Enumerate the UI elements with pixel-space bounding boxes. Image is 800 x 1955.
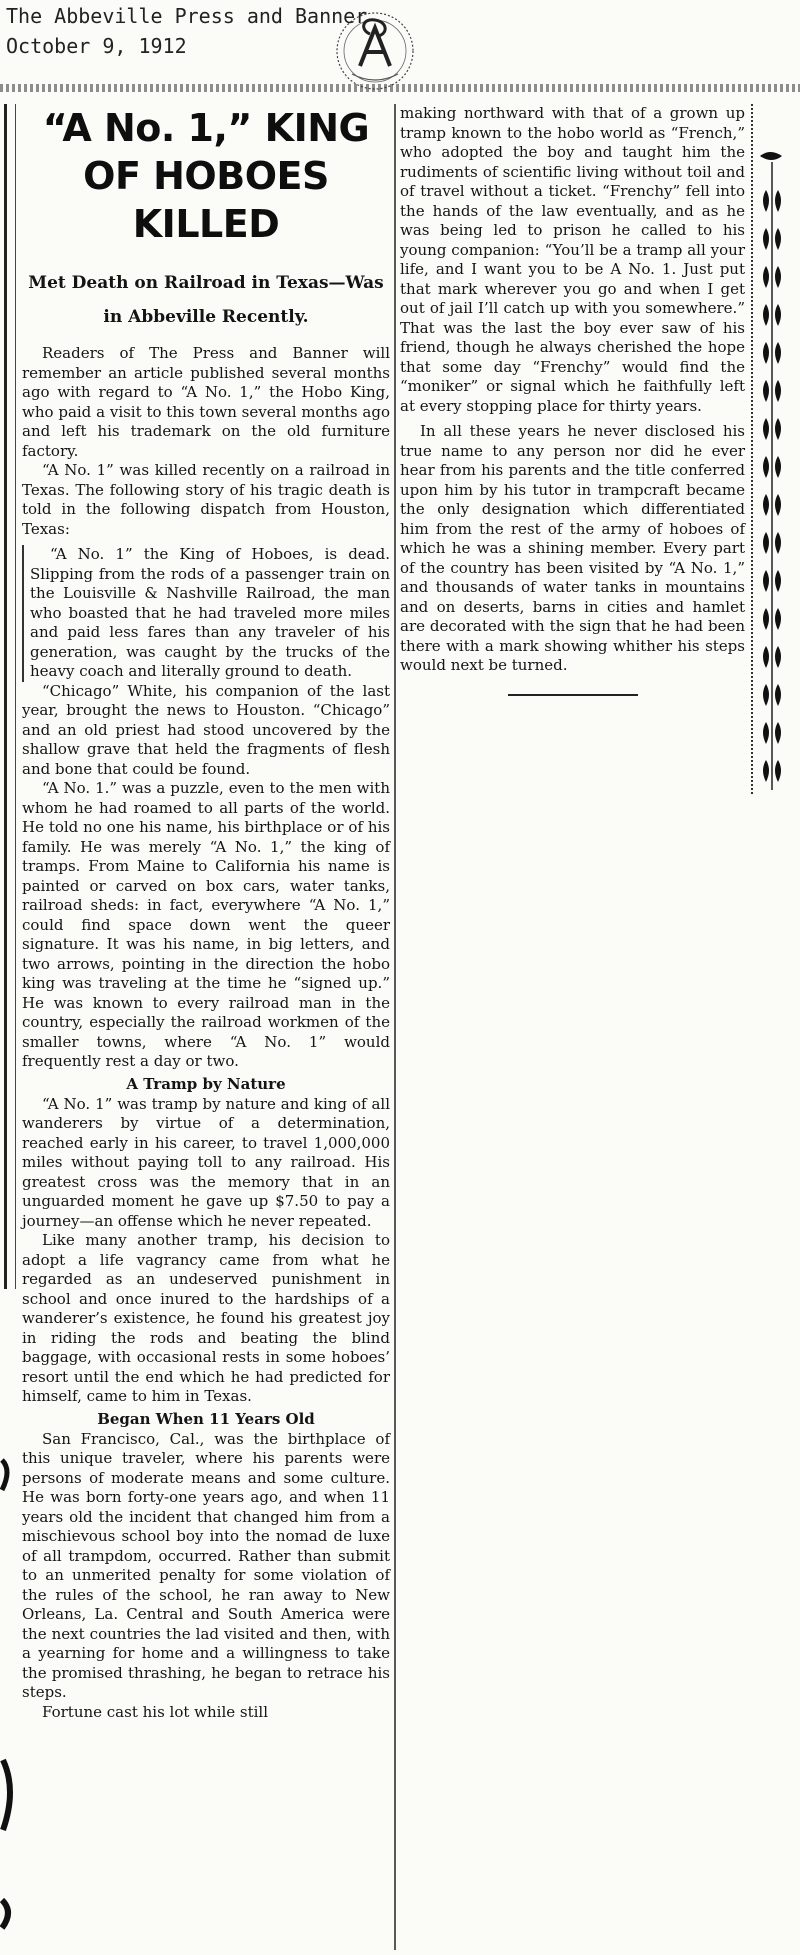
end-of-article-rule (508, 694, 638, 696)
laurel-border-icon (756, 150, 790, 790)
right-dotted-rule (751, 104, 754, 794)
article-subhead: Met Death on Railroad in Texas—Was in Abbeville Recently. (28, 273, 384, 327)
paragraph-7: Like many another tramp, his decision to adopt a life vagrancy came from what he regarded as an undeserved punishment in school and once inured to the hardships of a wanderer’s existence, he found his greatest joy in riding the rods and beating the blind baggage, with occasional rests in some hoboes’ resort until the end which he had predicted for himself, came to him in Texas. (22, 1231, 390, 1405)
paragraph-6: “A No. 1” was tramp by nature and king of all wanderers by virtue of a determination, reached early in his career, to travel 1,000,000 miles without paying toll to any railroad. His greatest cross was the memory that in an unguarded moment he gave up $7.50 to pay a journey—an offense which he never repeated. (22, 1094, 390, 1230)
top-dotted-rule (0, 84, 800, 92)
archive-seal-icon (330, 6, 420, 96)
publication-title: The Abbeville Press and Banner (6, 4, 368, 28)
left-column-frame (4, 104, 16, 1289)
paragraph-1: Readers of The Press and Banner will remember an article published several months ago with regard to “A No. 1,” the Hobo King, who paid a visit to this town several months ago and left his trademark on the old furniture factory. (22, 344, 390, 460)
paragraph-10: making northward with that of a grown up tramp known to the hobo world as “French,” who adopted the boy and taught him the rudiments of scientific living without toil and of travel without a ticket. “Frenchy” fell into the hands of the law eventually, and as he was being led to prison he called to his young companion: “You’ll be a tramp all your life, and I want you to be A No. 1. Just put that mark wherever you go and when I get out of jail I’ll catch up with you somewhere.” That was the last the boy ever saw of his friend, though he always cherished the hope that some day “Frenchy” would find the “moniker” or signal which he faithfully left at every stopping place for thirty years. (400, 104, 745, 415)
column-divider (394, 104, 396, 1950)
paragraph-5: “A No. 1.” was a puzzle, even to the men with whom he had roamed to all parts of the world. He told no one his name, his birthplace or of his family. He was merely “A No. 1,” the king of tramps. From Maine to California his name is painted or carved on box cars, water tanks, railroad sheds: in fact, everywhere “A No. 1,” could find space down went the queer signature. It was his name, in big letters, and two arrows, pointing in the direction the hobo king was traveling at the time he “signed up.” He was known to every railroad man in the country, especially the railroad workmen of the smaller towns, where “A No. 1” would frequently rest a day or two. (22, 779, 390, 1070)
paragraph-11: In all these years he never disclosed his true name to any person nor did he ever hear from his parents and the title conferred upon him by his tutor in trampcraft became the only designation which differentiated him from the rest of the army of hoboes of which he was a shining member. Every part of the country has been visited by “A No. 1,” and thousands of water tanks in mountains and on deserts, barns in cities and hamlet are decorated with the sign that he had been there with a mark showing whither his steps would next be turned. (400, 422, 745, 674)
paragraph-9: Fortune cast his lot while still (42, 1702, 269, 1721)
publication-date: October 9, 1912 (6, 34, 187, 58)
article-column-1 (22, 100, 390, 1722)
article-column-2 (400, 104, 745, 706)
paragraph-4: “Chicago” White, his companion of the last year, brought the news to Houston. “Chicago” and an old priest had stood uncovered by the shallow grave that held the fragments of flesh and bone that could be found. (22, 681, 390, 778)
article-headline: “A No. 1,” KING OF HOBOES KILLED (42, 106, 370, 246)
paragraph-3: “A No. 1” the King of Hoboes, is dead. Slipping from the rods of a passenger train on the Louisville & Nashville Railroad, the man who boasted that he had traveled more miles and paid less fares than any traveler of his generation, was caught by the trucks of the heavy coach and literally ground to death. (22, 545, 390, 682)
section-heading-tramp-by-nature: A Tramp by Nature (126, 1074, 286, 1093)
section-heading-began-when-11: Began When 11 Years Old (97, 1409, 315, 1428)
paragraph-2: “A No. 1” was killed recently on a railroad in Texas. The following story of his tragic death is told in the following dispatch from Houston, Texas: (22, 461, 390, 538)
bleed-through-marks (0, 1320, 20, 1940)
paragraph-8: San Francisco, Cal., was the birthplace of this unique traveler, where his parents were persons of moderate means and some culture. He was born forty-one years ago, and when 11 years old the incident that changed him from a mischievous school boy into the nomad de luxe of all trampdom, occurred. Rather than submit to an unmerited penalty for some violation of the rules of the school, he ran away to New Orleans, La. Central and South America were the next countries the lad visited and then, with a yearning for home and a willingness to take the promised thrashing, he began to retrace his steps. (22, 1429, 390, 1701)
bleed-through-shapes (0, 1320, 20, 1940)
